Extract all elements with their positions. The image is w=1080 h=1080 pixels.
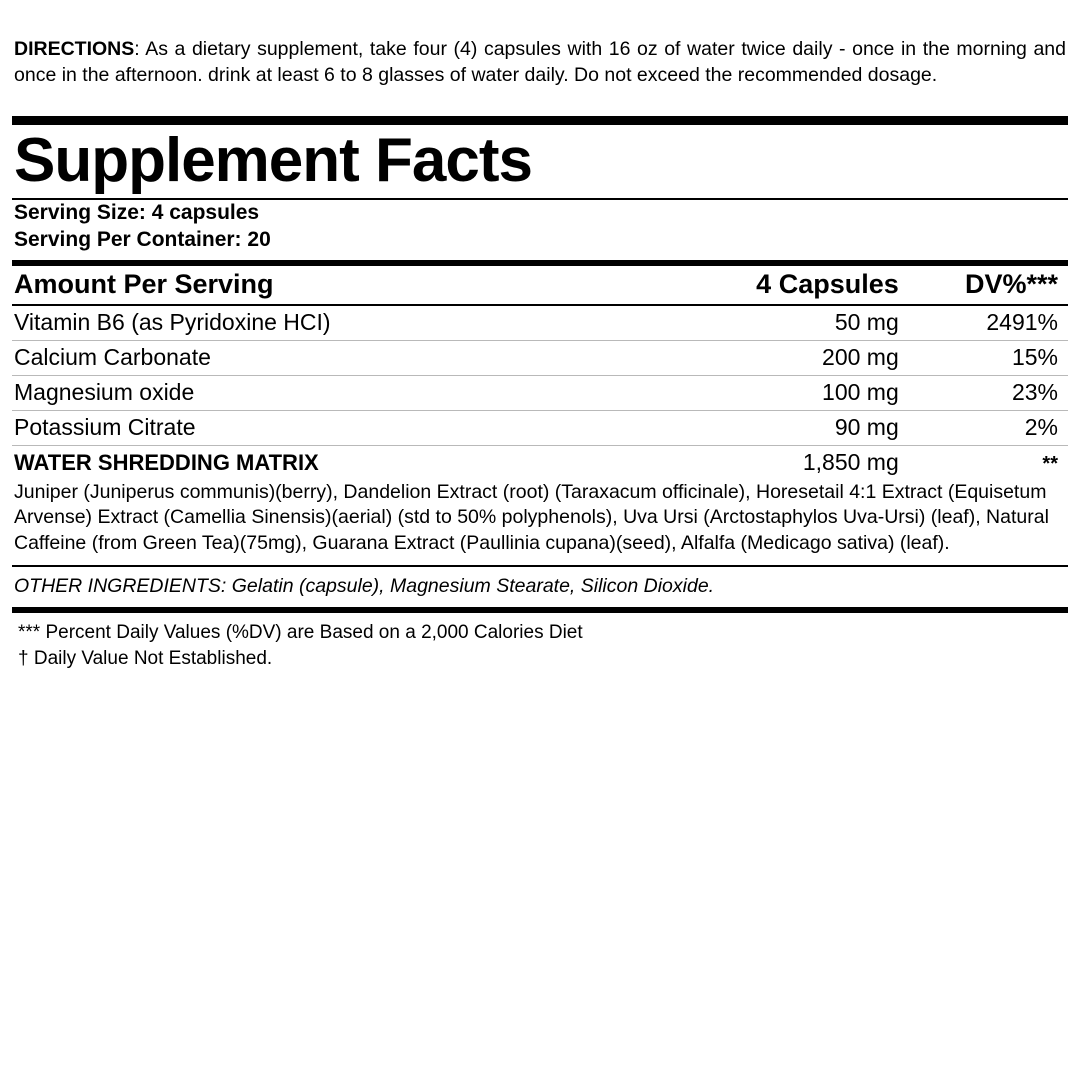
nutrient-name: Calcium Carbonate: [14, 343, 211, 370]
proprietary-blend-table: [12, 446, 1068, 480]
nutrient-dv: 2%: [1024, 413, 1058, 440]
blend-amount: 1,850 mg: [802, 448, 899, 475]
blend-description: Juniper (Juniperus communis)(berry), Dandelion Extract (root) (Taraxacum officinale), Horesetail 4:1 Extract (Equisetum Arvense) Extract (Camellia Sinensis)(aerial) (std to 50% polyphenols), Uva Ursi (Arctostaphylos Uva-Ursi) (leaf), Natural Caffeine (from Green Tea)(75mg), Guarana Extract (Paullinia cupana)(seed), Alfalfa (Medicago sativa) (leaf).: [14, 480, 1049, 555]
footnote-daily-values: *** Percent Daily Values (%DV) are Based on a 2,000 Calories Diet: [18, 621, 583, 643]
table-row-blend: [12, 446, 1068, 480]
nutrient-amount: 90 mg: [834, 413, 899, 440]
nutrient-dv: 23%: [1011, 378, 1058, 405]
nutrient-dv: 15%: [1011, 343, 1058, 370]
table-row: [12, 411, 1068, 445]
divider-top-heavy: [12, 116, 1068, 125]
table-row: [12, 376, 1068, 410]
nutrient-amount: 50 mg: [834, 308, 899, 335]
footnote-not-established: † Daily Value Not Established.: [18, 648, 273, 670]
serving-info-block: [12, 200, 1068, 260]
nutrient-rows-table-3: [12, 376, 1068, 410]
nutrient-name: Magnesium oxide: [14, 378, 195, 405]
blend-name: WATER SHREDDING MATRIX: [14, 449, 319, 475]
servings-per-container: Serving Per Container: 20: [14, 227, 271, 251]
nutrient-amount: 100 mg: [822, 378, 899, 405]
panel-title: Supplement Facts: [14, 125, 532, 195]
nutrient-name: Potassium Citrate: [14, 413, 196, 440]
nutrient-rows-table: [12, 306, 1068, 340]
blend-dv: **: [1042, 452, 1058, 475]
directions-paragraph: [12, 32, 1068, 97]
header-amount-per-serving: Amount Per Serving: [14, 268, 274, 299]
directions-label: DIRECTIONS: [14, 37, 135, 60]
table-row: [12, 306, 1068, 340]
footnotes-block: [12, 613, 1068, 674]
nutrient-amount: 200 mg: [822, 343, 899, 370]
nutrient-name: Vitamin B6 (as Pyridoxine HCI): [14, 308, 331, 335]
table-row: [12, 341, 1068, 375]
directions-text: : As a dietary supplement, take four (4) capsules with 16 oz of water twice daily - once in the morning and once in the afternoon. drink at least 6 to 8 glasses of water daily. Do not exceed the recommended dosage.: [14, 37, 1066, 86]
header-amount: 4 Capsules: [756, 268, 899, 299]
serving-size: Serving Size: 4 capsules: [14, 200, 260, 224]
nutrient-rows-table-4: [12, 411, 1068, 445]
table-header-row: [12, 266, 1068, 304]
header-daily-value: DV%***: [964, 268, 1058, 299]
supplement-facts-table: [12, 266, 1068, 304]
nutrient-dv: 2491%: [986, 308, 1058, 335]
other-ingredients: OTHER INGREDIENTS: Gelatin (capsule), Magnesium Stearate, Silicon Dioxide.: [14, 574, 715, 597]
nutrient-rows-table-2: [12, 341, 1068, 375]
